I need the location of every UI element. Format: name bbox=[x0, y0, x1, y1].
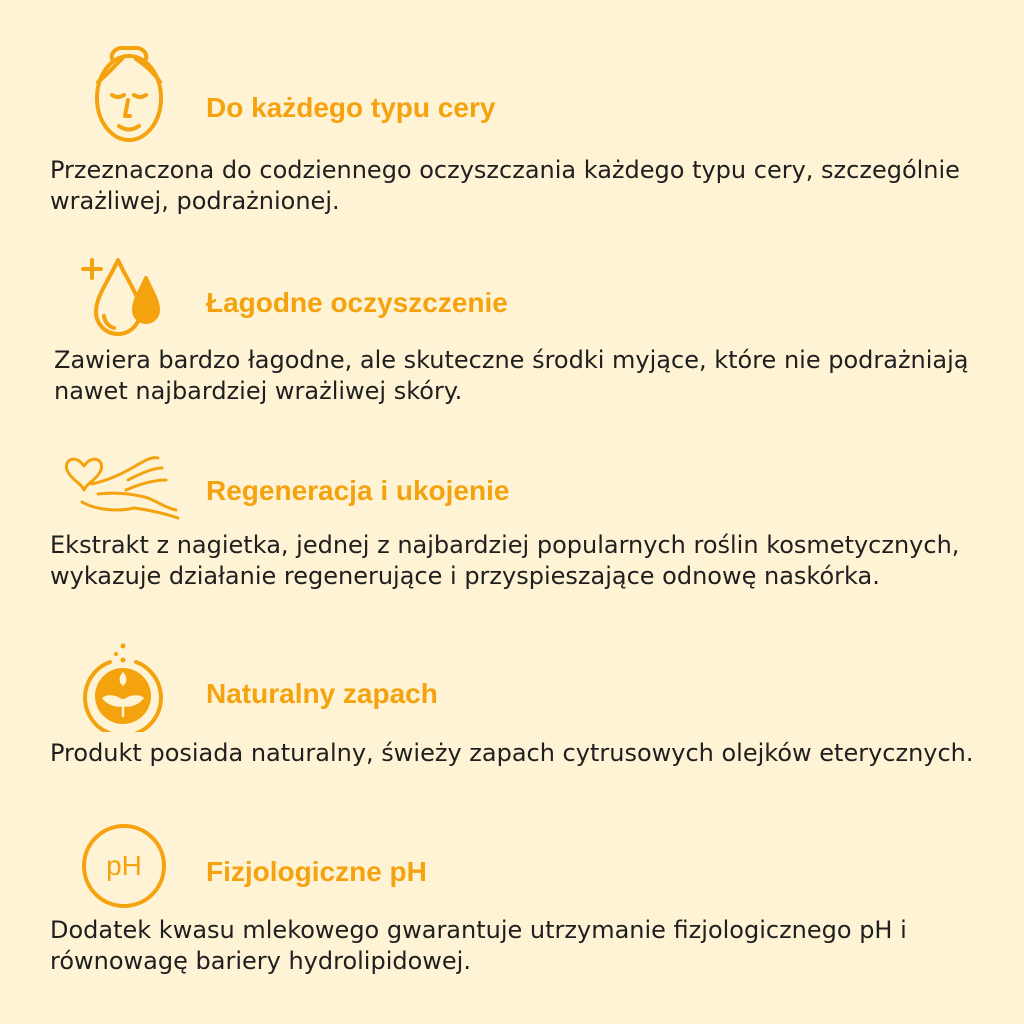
face-icon bbox=[74, 42, 184, 152]
feature-description-natural-scent: Produkt posiada naturalny, świeży zapach cytrusowych olejków eterycznych. bbox=[50, 739, 974, 767]
feature-description-regeneration: Ekstrakt z nagietka, jednej z najbardziej popularnych roślin kosmetycznych, wykazuje działanie regenerujące i przyspieszające odnowę naskórka. bbox=[50, 531, 960, 590]
feature-description-ph: Dodatek kwasu mlekowego gwarantuje utrzymanie fizjologicznego pH i równowagę bariery hydrolipidowej. bbox=[50, 916, 907, 975]
water-drop-icon bbox=[78, 252, 178, 342]
feature-title-gentle-cleansing: Łagodne oczyszczenie bbox=[206, 287, 508, 318]
feature-title-regeneration: Regeneracja i ukojenie bbox=[206, 475, 510, 506]
feature-description-gentle-cleansing: Zawiera bardzo łagodne, ale skuteczne środki myjące, które nie podrażniają nawet najbardziej wrażliwej skóry. bbox=[54, 346, 969, 405]
feature-title-skin-type: Do każdego typu cery bbox=[206, 92, 496, 123]
leaf-scent-icon bbox=[78, 640, 168, 732]
hand-heart-icon bbox=[62, 450, 182, 520]
ph-icon bbox=[78, 820, 170, 912]
feature-title-ph: Fizjologiczne pH bbox=[206, 856, 427, 887]
feature-description-skin-type: Przeznaczona do codziennego oczyszczania każdego typu cery, szczególnie wrażliwej, podrażnionej. bbox=[50, 156, 960, 215]
ph-icon-label: pH bbox=[106, 850, 142, 881]
feature-title-natural-scent: Naturalny zapach bbox=[206, 678, 438, 709]
